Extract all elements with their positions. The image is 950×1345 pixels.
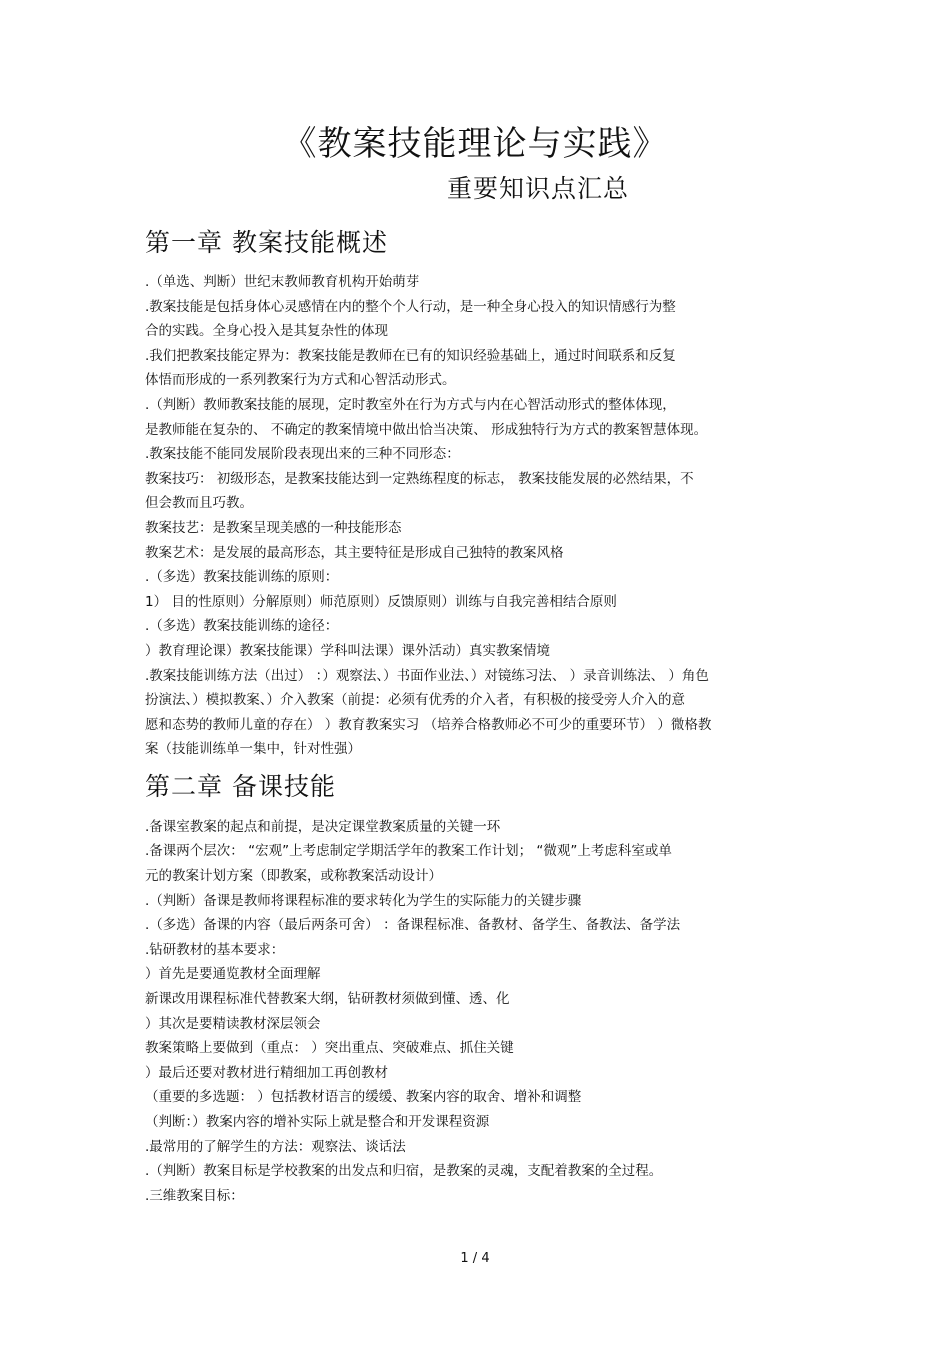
document-title: 《教案技能理论与实践》 [282, 124, 668, 164]
chapter-2-content [145, 815, 815, 1209]
text-line: 1） 目的性原则）分解原则）师范原则）反馈原则）训练与自我完善相结合原则 [145, 593, 617, 610]
text-line: .三维教案目标： [145, 1187, 244, 1204]
text-line: .（判断）教师教案技能的展现，定时教室外在行为方式与内在心智活动形式的整体体现， [145, 396, 676, 413]
text-line: .（单选、判断）世纪末教师教育机构开始萌芽 [145, 274, 420, 290]
text-line: .我们把教案技能定界为：教案技能是教师在已有的知识经验基础上，通过时间联系和反复 [145, 347, 676, 364]
document-body [145, 222, 815, 1208]
text-line: ）首先是要通览教材全面理解 [145, 966, 321, 983]
text-line: 新课改用课程标准代替教案大纲，钻研教材须做到懂、透、化 [145, 991, 510, 1008]
text-line: 但会教而且巧教。 [145, 495, 253, 512]
text-line: 教案技艺：是教案呈现美感的一种技能形态 [145, 519, 402, 536]
page-number: 1 / 4 [460, 1251, 490, 1266]
text-line: 教案策略上要做到（重点： ）突出重点、突破难点、抓住关键 [145, 1040, 514, 1057]
text-line: .备课室教案的起点和前提，是决定课堂教案质量的关键一环 [145, 818, 501, 835]
chapter-1-content [145, 270, 815, 762]
text-line: 愿和态势的教师儿童的存在） ）教育教案实习 （培养合格教师必不可少的重要环节） ）微格教 [145, 716, 712, 733]
text-line: 案（技能训练单一集中，针对性强） [145, 741, 361, 758]
text-line: .（多选）教案技能训练的途径： [145, 618, 339, 635]
text-line: 教案技巧： 初级形态，是教案技能达到一定熟练程度的标志， 教案技能发展的必然结果，不 [145, 470, 694, 487]
text-line: 合的实践。全身心投入是其复杂性的体现 [145, 323, 388, 340]
text-line: 体悟而形成的一系列教案行为方式和心智活动形式。 [145, 372, 456, 389]
text-line: .（判断）备课是教师将课程标准的要求转化为学生的实际能力的关键步骤 [145, 892, 582, 909]
text-line: .（多选）备课的内容（最后两条可舍） ：备课程标准、备教材、备学生、备教法、备学法 [145, 917, 681, 934]
text-line: .教案技能不能同发展阶段表现出来的三种不同形态： [145, 446, 460, 463]
text-line: ）最后还要对教材进行精细加工再创教材 [145, 1064, 388, 1081]
text-line: （重要的多选题： ）包括教材语言的缓缓、教案内容的取舍、增补和调整 [145, 1089, 582, 1106]
text-line: .最常用的了解学生的方法：观察法、谈话法 [145, 1138, 406, 1155]
chapter-1-heading: 第一章 教案技能概述 [145, 228, 388, 257]
chapter-2-heading: 第二章 备课技能 [145, 771, 336, 801]
text-line: .教案技能是包括身体心灵感情在内的整个个人行动，是一种全身心投入的知识情感行为整 [145, 298, 676, 315]
text-line: （判断：）教案内容的增补实际上就是整合和开发课程资源 [145, 1114, 490, 1130]
text-line: .钻研教材的基本要求： [145, 941, 285, 958]
text-line: ）教育理论课）教案技能课）学科叫法课）课外活动）真实教案情境 [145, 642, 550, 659]
text-line: 教案艺术：是发展的最高形态，其主要特征是形成自己独特的教案风格 [145, 544, 564, 561]
text-line: 元的教案计划方案（即教案，或称教案活动设计） [145, 868, 442, 885]
text-line: .教案技能训练方法（出过） ：）观察法、）书面作业法、）对镜练习法、 ）录音训练法、 ）角色 [145, 667, 709, 684]
text-line: .（多选）教案技能训练的原则： [145, 569, 339, 586]
text-line: .（判断）教案目标是学校教案的出发点和归宿，是教案的灵魂，支配着教案的全过程。 [145, 1163, 663, 1180]
text-line: ）其次是要精读教材深层领会 [145, 1015, 321, 1032]
text-line: 扮演法、）模拟教案、）介入教案（前提：必须有优秀的介入者，有积极的接受旁人介入的意 [145, 692, 685, 709]
text-line: 是教师能在复杂的、 不确定的教案情境中做出恰当决策、 形成独特行为方式的教案智慧体现。 [145, 421, 708, 438]
document-subtitle: 重要知识点汇总 [447, 174, 630, 203]
text-line: .备课两个层次： “宏观”上考虑制定学期活学年的教案工作计划； “微观”上考虑科室或单 [145, 843, 672, 860]
